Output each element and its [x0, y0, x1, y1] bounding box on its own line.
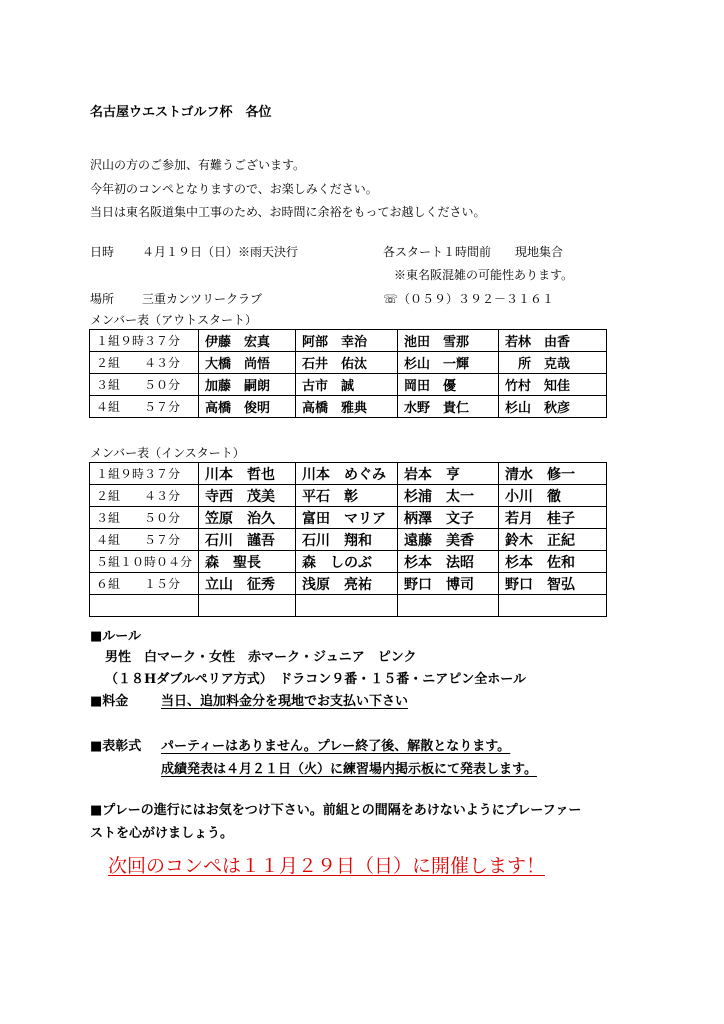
group-time: ２組 ４３分: [90, 485, 199, 507]
table-row: [90, 485, 607, 507]
group-time: ５組１０時０４分: [90, 551, 199, 573]
date-value: ４月１９日（日）※雨天決行: [142, 245, 299, 259]
member-name: 立山 征秀: [199, 573, 296, 595]
rules-line-1: 男性 白マーク・女性 赤マーク・ジュニア ピンク: [105, 650, 417, 665]
member-name: 遠藤 美香: [398, 529, 499, 551]
member-name: 杉山 一輝: [398, 352, 499, 374]
member-name: 大橋 尚悟: [199, 352, 296, 374]
group-time: ４組 ５７分: [90, 396, 199, 418]
out-member-table: [89, 329, 607, 418]
group-time: ３組 ５０分: [90, 374, 199, 396]
table-row: [90, 330, 607, 352]
table-row: [90, 595, 607, 617]
table-row: [90, 463, 607, 485]
greeting-line-1: 沢山の方のご参加、有難うございます。: [90, 158, 306, 172]
date-label: 日時: [90, 245, 115, 259]
member-name: 杉本 佐和: [499, 551, 607, 573]
member-name: 伊藤 宏真: [199, 330, 296, 352]
greeting-line-3: 当日は東名阪道集中工事のため、お時間に余裕をもってお越しください。: [90, 205, 486, 219]
member-name: [199, 595, 296, 617]
ceremony-line-1: パーティーはありません。プレー終了後、解散となります。: [161, 739, 511, 754]
member-name: 杉山 秋彦: [499, 396, 607, 418]
member-name: 平石 彰: [296, 485, 398, 507]
group-time: ４組 ５７分: [90, 529, 199, 551]
member-name: 竹村 知佳: [499, 374, 607, 396]
member-name: 森 しのぶ: [296, 551, 398, 573]
start-note: 各スタート１時間前 現地集合: [383, 245, 564, 259]
table-row: [90, 396, 607, 418]
member-name: 所 克哉: [499, 352, 607, 374]
member-name: 加藤 嗣朗: [199, 374, 296, 396]
table-row: [90, 551, 607, 573]
member-name: [398, 595, 499, 617]
play-note-line-2: ストを心がけましょう。: [90, 826, 234, 841]
table-row: [90, 529, 607, 551]
in-table-title: メンバー表（インスタート）: [90, 446, 245, 460]
member-name: 小川 徹: [499, 485, 607, 507]
member-name: [296, 595, 398, 617]
member-name: 古市 誠: [296, 374, 398, 396]
member-name: 若林 由香: [499, 330, 607, 352]
member-name: 川本 哲也: [199, 463, 296, 485]
member-name: 若月 桂子: [499, 507, 607, 529]
fee-label: ■料金: [90, 694, 129, 709]
group-time: ２組 ４３分: [90, 352, 199, 374]
member-name: 柄澤 文子: [398, 507, 499, 529]
member-name: 清水 修一: [499, 463, 607, 485]
member-name: 杉浦 太一: [398, 485, 499, 507]
group-time: １組９時３７分: [90, 330, 199, 352]
play-note-line-1: ■プレーの進行にはお気をつけ下さい。前組との間隔をあけないようにプレーファー: [90, 803, 582, 818]
member-name: 水野 貴仁: [398, 396, 499, 418]
place-value: 三重カンツリークラブ: [142, 292, 263, 306]
greeting-line-2: 今年初のコンペとなりますので、お楽しみください。: [90, 182, 378, 196]
member-name: 石井 佑汰: [296, 352, 398, 374]
table-row: [90, 507, 607, 529]
phone-line: [383, 290, 554, 307]
member-name: 石川 翔和: [296, 529, 398, 551]
member-name: 岡田 優: [398, 374, 499, 396]
group-time: １組９時３７分: [90, 463, 199, 485]
member-name: 寺西 茂美: [199, 485, 296, 507]
place-label: 場所: [90, 292, 115, 306]
member-name: 浅原 亮祐: [296, 573, 398, 595]
member-name: 鈴木 正紀: [499, 529, 607, 551]
member-name: 岩本 亨: [398, 463, 499, 485]
table-row: [90, 573, 607, 595]
group-time: [90, 595, 199, 617]
group-time: ６組 １５分: [90, 573, 199, 595]
member-name: 杉本 法昭: [398, 551, 499, 573]
group-time: ３組 ５０分: [90, 507, 199, 529]
ceremony-label: ■表彰式: [90, 739, 142, 754]
next-event-announcement: 次回のコンペは１１月２９日（日）に開催します！: [108, 855, 546, 877]
phone-number: （０５９）３９２－３１６１: [398, 292, 555, 306]
member-name: 森 聖長: [199, 551, 296, 573]
phone-icon: ☏: [383, 292, 399, 306]
member-name: 川本 めぐみ: [296, 463, 398, 485]
rules-line-2: （１８Hダブルペリア方式） ドラコン９番・１５番・ニアピン全ホール: [105, 672, 527, 687]
member-name: 高橋 俊明: [199, 396, 296, 418]
member-name: 野口 智弘: [499, 573, 607, 595]
member-name: 野口 博司: [398, 573, 499, 595]
traffic-note: ※東名阪混雑の可能性あります。: [394, 268, 574, 282]
member-name: 富田 マリア: [296, 507, 398, 529]
addressee: 名古屋ウエストゴルフ杯 各位: [90, 105, 272, 120]
table-row: [90, 374, 607, 396]
in-member-table: [89, 462, 607, 617]
table-row: [90, 352, 607, 374]
member-name: 笠原 治久: [199, 507, 296, 529]
member-name: 阿部 幸治: [296, 330, 398, 352]
member-name: 高橋 雅典: [296, 396, 398, 418]
fee-value: 当日、追加料金分を現地でお支払い下さい: [161, 694, 409, 709]
member-name: [499, 595, 607, 617]
ceremony-line-2: 成績発表は４月２１日（火）に練習場内掲示板にて発表します。: [161, 762, 537, 777]
out-table-title: メンバー表（アウトスタート）: [90, 313, 258, 327]
rules-heading: ■ルール: [90, 629, 142, 644]
member-name: 池田 雪那: [398, 330, 499, 352]
member-name: 石川 謹吾: [199, 529, 296, 551]
